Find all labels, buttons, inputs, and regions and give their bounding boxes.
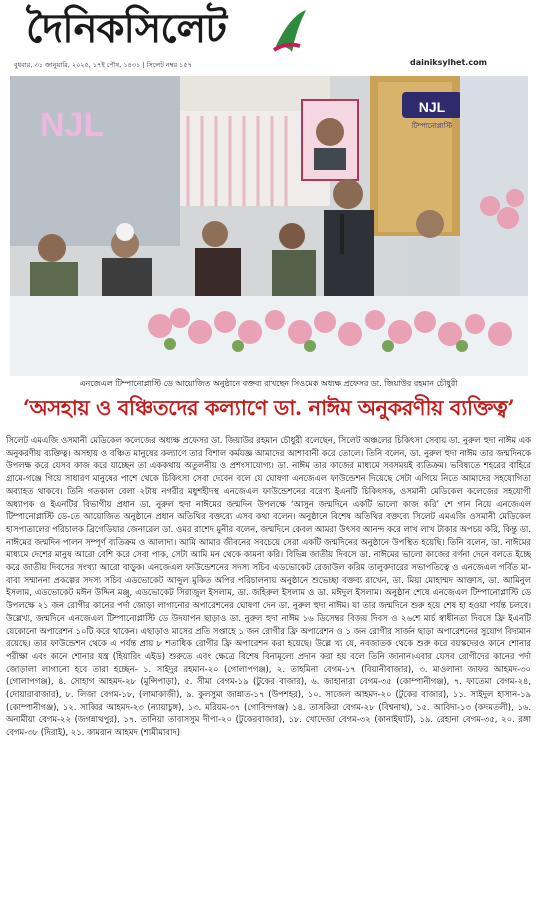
article-body bbox=[6, 434, 531, 914]
banner-logo: NJL bbox=[418, 99, 446, 115]
newspaper-logo: দৈনিকসিলেট bbox=[26, 5, 227, 52]
event-photo-illustration bbox=[10, 76, 528, 376]
article-headline: ‘অসহায় ও বঞ্চিতদের কল্যাণে ডা. নাঈম অনুকরণীয় ব্যক্তিত্ব’ bbox=[22, 395, 515, 420]
masthead bbox=[0, 0, 537, 70]
event-photo bbox=[10, 76, 528, 376]
site-url: dainiksylhet.com bbox=[410, 58, 487, 67]
logo-swoosh-icon bbox=[270, 6, 310, 56]
dateline: বুধবার, ৩১ জানুয়ারি, ২০২৫, ১৭ই পৌষ, ১৪৩১ | সিলেট নম্বর ১৫৭ bbox=[14, 61, 192, 69]
banner-subtitle: টিম্পানোপ্লাস্টি bbox=[411, 123, 453, 130]
svg-text:NJL: NJL bbox=[40, 106, 105, 144]
photo-caption: এনজেএল টিম্পানোপ্লাস্টি ডে আয়োজিত অনুষ্ঠানে বক্তব্য রাখছেন সিওমেক অধ্যক্ষ প্রফেসর ডা. জিয়াউর রহমান চৌধুরী bbox=[79, 379, 458, 388]
article-body-text: সিলেট এমএজি ওসমানী মেডিকেল কলেজের অধ্যক্ষ প্রফেসর ডা. জিয়াউর রহমান চৌধুরী বলেছেন, সিলেট অঞ্চলের চিকিৎসা সেবায় ডা. নুরুল হুদা নাঈম এক অনুকরণীয় ব্যক্তিত্ব। অসহায় ও বঞ্চিত মানুষের কল্যাণে তার বিশাল কর্মযজ্ঞ আমাদের আশাবানী করে তোলে। তিনি বলেন, ডা. নুরুল হুদা নাঈম তার জন্মদিনকে উপলক্ষ করে যেসব কাজ করে যাচ্ছেন তা এককথায় অতুলনীয় ও প্রশংসাযোগ্য। ডা. নাঈম তার কাজের মাধ্যমে সবসময়ই ব্যতিক্রম। ভবিষ্যতে শহরের বাহিরে গ্রামে-গঞ্জে গিয়ে সাধারণ মানুষের পাশে থেকে চিকিৎসা সেবা দেবেন বলে যে ঘোষণা এনজেএল ফাউন্ডেশন দিয়েছে সেটা এগিয়ে নিতে আমাদের সহযোগিতা অব্যাহত থাকবে। তিনি গতকাল বেলা ২টায় নগরীর মধুশহীদস্থ এনজেএল ফাউন্ডেশনের বরেণ্য ইএনটি চিকিৎসক, ওসমানী মেডিকেল কলেজের সহযোগী অধ্যাপক ও ইএনটির বিভাগীয় প্রধান ডা. নুরুল হুদা নাঈমের জন্মদিন উপলক্ষে ‘আসুন জন্মদিনে একটি ভালো কাজ করি’ শে গান নিয়ে এনজেএল টিম্পানোপ্লাস্টি ডে-তে আয়োজিত অনুষ্ঠানে প্রধান অতিথির বক্তব্যে এসব কথা বলেন। অনুষ্ঠানে বিশেষ অতিথির বক্তব্যে সিলেট এমএজি ওসমানী মেডিকেল হাসপাতালের পরিচালক ব্রিগেডিয়ার জেনারেল ডা. ওমর রাশেদ মুনীর বলেন, জন্মদিনে কেবল আমরা উৎসব আনন্দ করে লাখ লাখ টাকার অপচয় করি, কিন্তু ডা. নাঈমের জন্মদিন পালন সম্পূর্ণ ব্যতিক্রম ও আলাদা। আমি আমার জীবনের সবচেয়ে সেরা একটি জন্মদিনের অনুষ্ঠানে উপস্থিত হয়েছি। তিনি বলেন, ডা. নাঈমের মাধ্যমে দেশের মানুষ আরো বেশি করে সেবা পাক, সেটা আমি মন থেকে কামনা করি। বিভিন্ন জাতীয় দিবসে ডা. নাঈমের ভালো কাজের বর্ণনা দেনে বলতে ইচ্ছে করে জাতীয় দিবসের সংখ্যা আরো বাড়ুক। এনজেএল ফাউন্ডেশনের সদস্য সচিব এডভোকেট রেজাউল করিম তালুকদারের সভাপতিত্বে ও এনজেএল গর্বিত মা-বাবা সম্মাননা প্রকল্পের সদস্য সচিব এডভোকেট আব্দুল মুকিত অপির পরিচালনায় অনুষ্ঠানে শুভেচ্ছা বক্তব্য রাখেন, ডা. মিয়া মোহাম্মদ আক্তাস, ডা. আমিনুল ইসলাম, এডভোকেট মঈন উদ্দিন মঞ্জু, এডভোকেট সিরাজুল ইসলাম, ডা. জহিরুল ইসলাম ও ডা. মঈদুল ইসলাম। অনুষ্ঠান শেষে এনজেএল টিম্পানোপ্লাস্টি ডে উপলক্ষে ২১ জন রোগীর কানের পর্দা জোড়া লাগানোর অপারেশনের ঘোষণা দেন ডা. নুরুল হুদা নাঈম। যা তার জন্মদিনে শুরু হয়ে শেষ হা হওয়া পর্যন্ত চলবে। উল্লেখ্য, জন্মদিনে এনজেএল টিম্পানোপ্লাস্টি ডে উদযাপন ছাড়াও ডা. নুরুল হুদা নাঈম ১৬ ডিসেম্বর বিজয় দিবস ও ২৬শে মার্চ স্বাধীনতা দিবসে ফ্রি ইএনটি যেকোনো অপারেশন ১০টি করে থাকেন। এছাড়াও মাসের প্রতি সপ্তাহে ১ জন রোগীর ফ্রি অপারেশন ও ১ জন রোগীর সার্জন ছাড়া অপারেশনের সুযোগ বিদ্যমান রয়েছে। তার ফাউন্ডেশন থেকে এ পর্যন্ত প্রায় ৮ শতাধিক রোগীর ফ্রি অপারেশন করা হয়েছে। উল্লে খ্য যে, নবজাতক থেকে শুরু করে বয়স্কদেরও কানে শোনার পরীক্ষা এবং কানে শোনার যন্ত্র (হিয়ারিং এইড) শুরুতে এবং ক্ষেত্রে বিশেষ বিনামূল্যে প্রদান করা হয় বলে তিনি জানান।এবার যেসব রোগীদের কানের পর্দা জোড়ালা লাগানো হবে তারা হচ্ছেন- ১. সাইদুর রহমান-২০ (গোলাপগঞ্জ), ২. তাহমিনা বেগম-১৭ (বিয়ানীবাজার), ৩. মাওলানা জাফর আহমদ-৩০ (গোলাপগঞ্জ), ৪. সোহাগ আহমদ-২৮ (মুন্সিপাড়া), ৫. সীমা বেগম-১৯ (টুকের বাজার), ৬. জাহানারা বেগম-৩৫ (কোম্পানীগঞ্জ), ৭. ফাতেমা বেগম-২৪, (দোয়ারাবাজার), ৮. লিজা বেগম-১৮, (লামাকাজী), ৯. কুলসুমা জান্নাত-১৭ (উপশহর), ১০. সাজেল আহমদ-২০ (টুকের বাজার), ১১. সাইদুল হাসান-১৯ (কোম্পানীগঞ্জ), ১২. সাব্বির আহমদ-২৩ (ন্যায়াচুঙ্গ), ১৩. মরিয়ম-৩৭ (গোবিন্দগঞ্জ) ১৪. তাসকিরা বেগম-২৮ (বিশ্বনাথ), ১৫. আবিদা-১৩ (কদমতলী), ১৬. অনামীয়া বেগম-২২ (জগন্নাথপুর), ১৭. তানিয়া তাবাসসুম দীপা-২০ (টুকেরবাজার), ১৮. খোদেজা বেগম-৩২ (কানাইঘাট), ১৯. রেহানা বেগম-৩৫, ২০. রঙ্গা বেগম-৩৮ (দিরাই), ২১. কামরান আহমদ (শামীমাবাদ) bbox=[6, 435, 531, 738]
